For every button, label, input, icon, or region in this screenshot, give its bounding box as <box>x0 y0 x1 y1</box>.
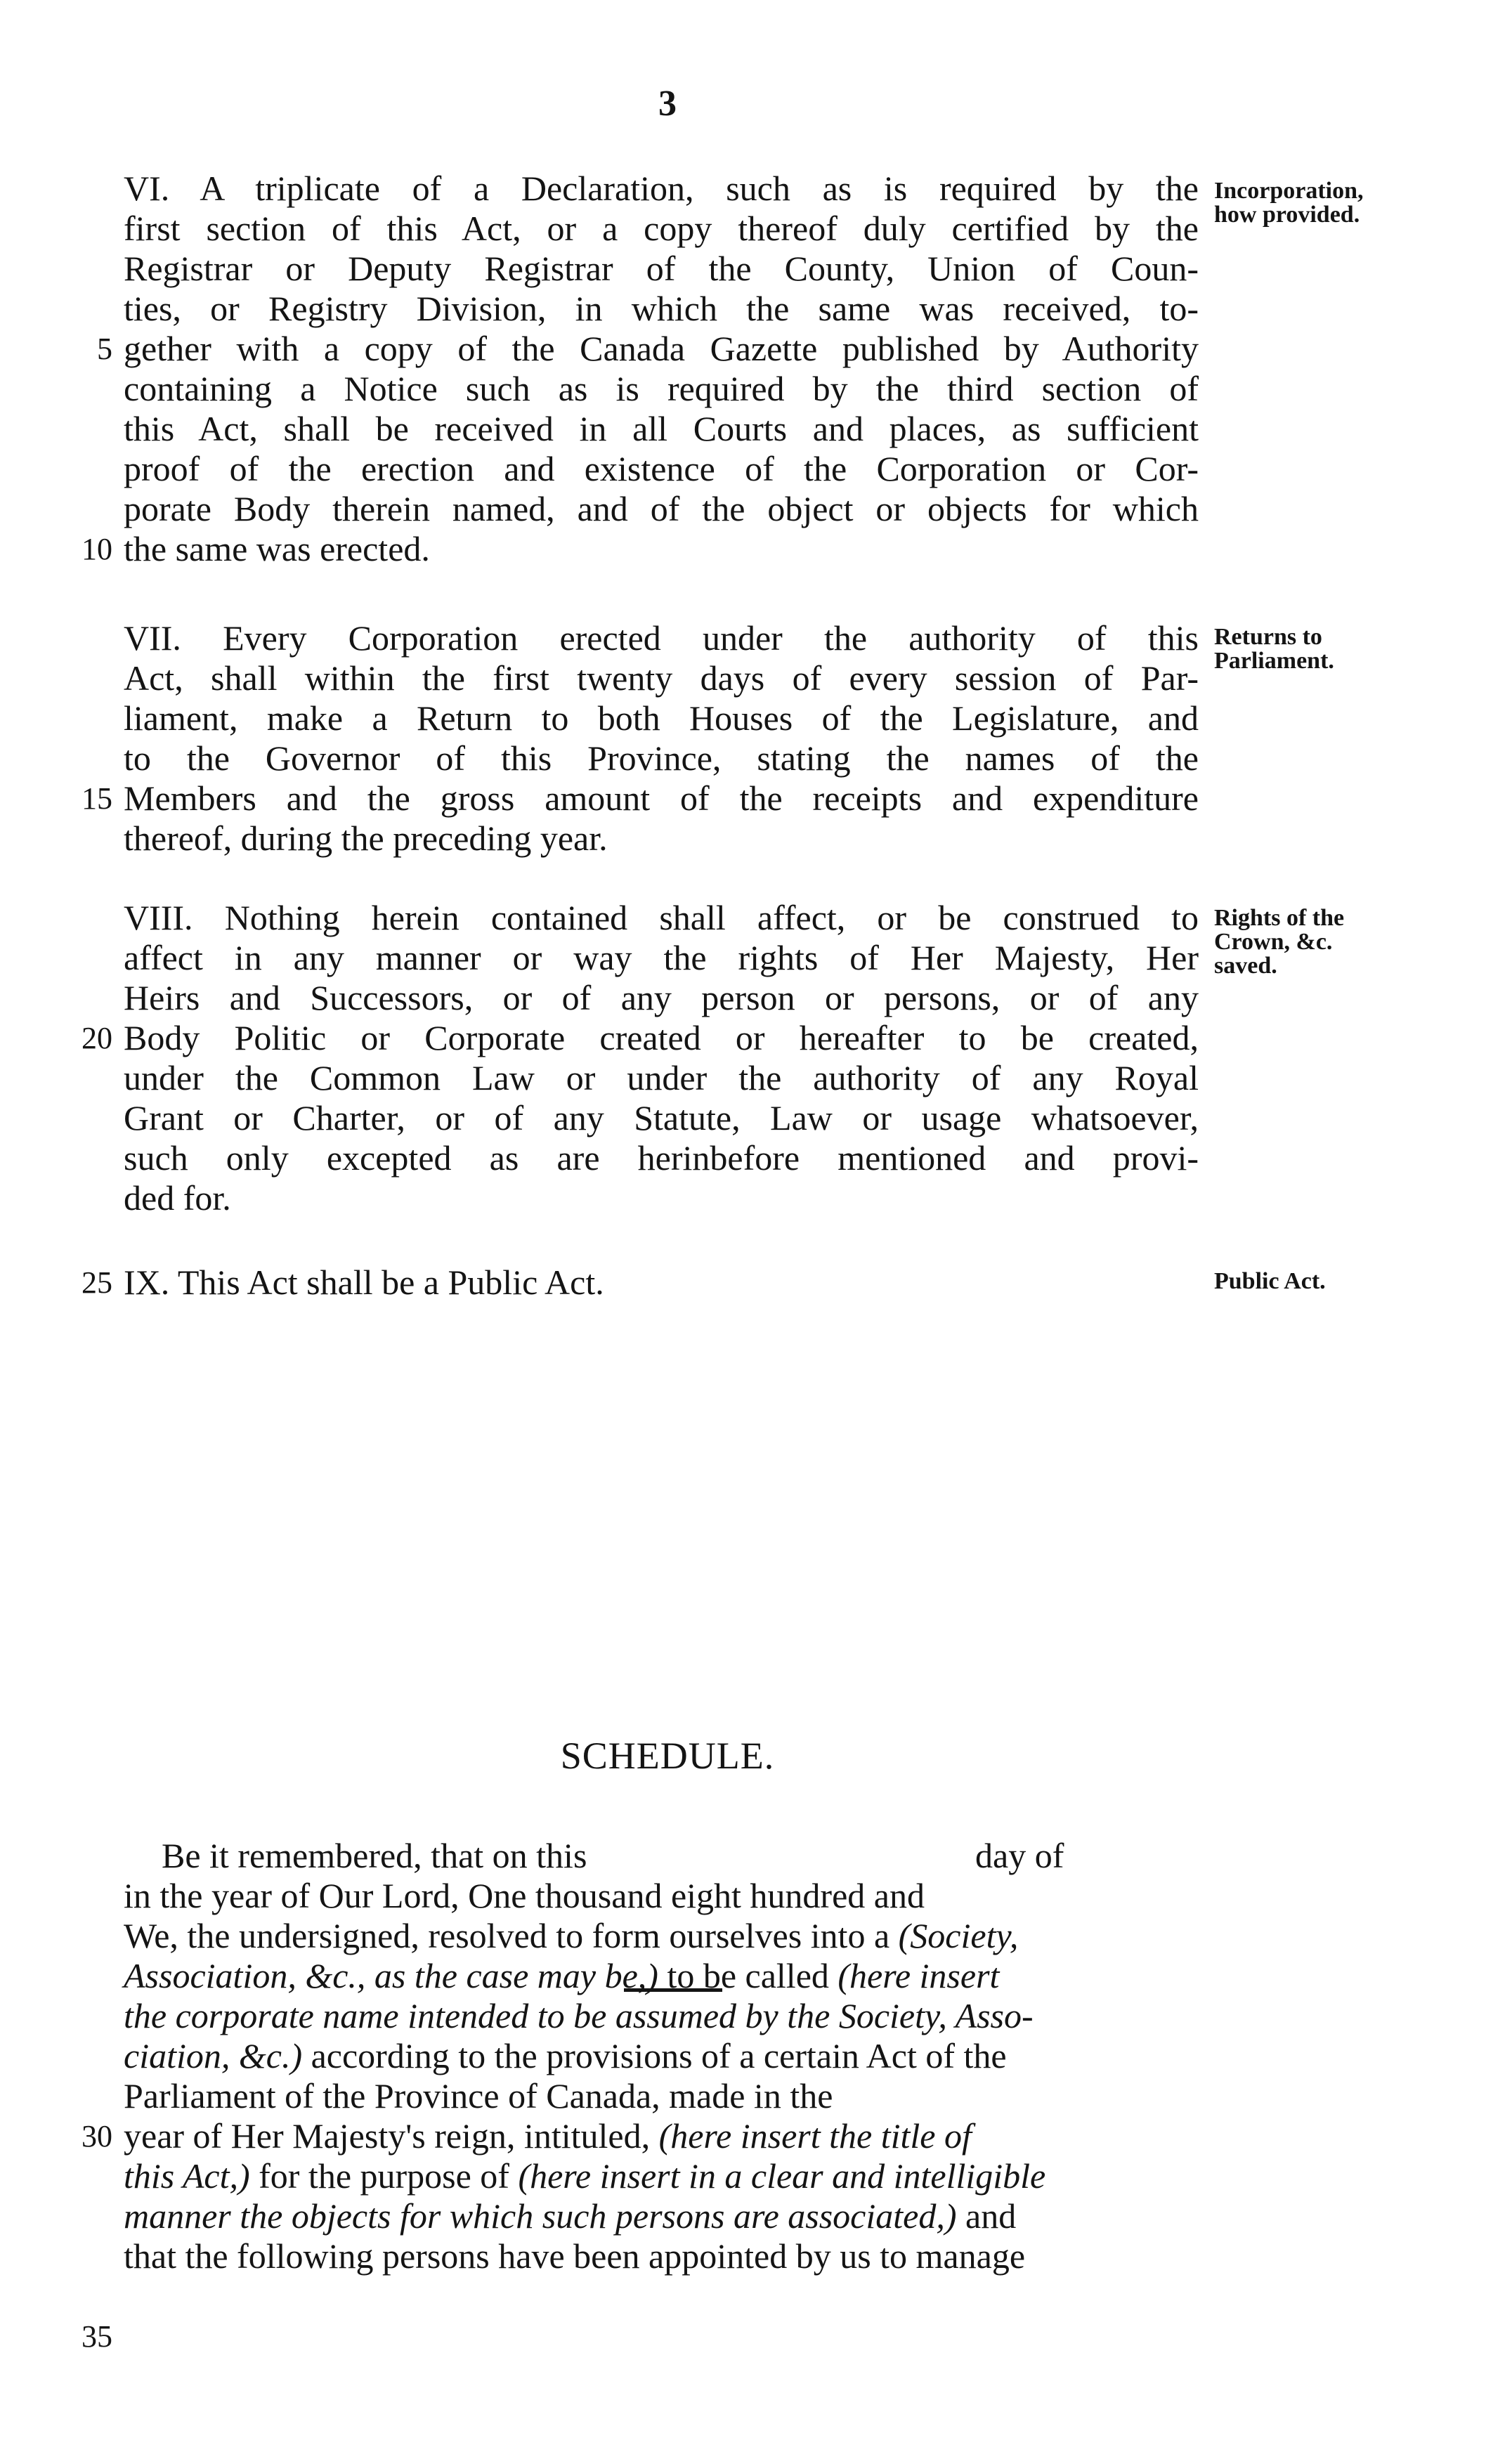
marginal-note-line: Incorporation, <box>1214 178 1364 204</box>
text-line: this Act, shall be received in all Courts and places, as sufficient <box>124 409 1199 448</box>
text-line: porate Body therein named, and of the object or objects for which <box>124 489 1199 528</box>
schedule-italic-text: manner the objects for which such persons are associated,) <box>124 2196 957 2236</box>
schedule-text: to be called <box>658 1956 838 1995</box>
schedule-line <box>124 2116 1199 2156</box>
text-line: under the Common Law or under the authority of any Royal <box>124 1058 1199 1097</box>
text-line: containing a Notice such as is required by the third section of <box>124 369 1199 408</box>
text-line: Heirs and Successors, or of any person or persons, or of any <box>124 978 1199 1017</box>
text-line: liament, make a Return to both Houses of the Legislature, and <box>124 698 1199 738</box>
schedule-italic-text: ciation, &c.) <box>124 2036 303 2075</box>
line-number: 20 <box>82 1021 112 1055</box>
schedule-text: that the following persons have been appointed by us to manage <box>124 2236 1026 2276</box>
text-line: Grant or Charter, or of any Statute, Law or usage whatsoever, <box>124 1098 1199 1137</box>
schedule-italic-text: (Society, <box>898 1916 1019 1955</box>
schedule-line <box>124 1996 1199 2036</box>
schedule-title: SCHEDULE. <box>560 1735 775 1777</box>
text-line: VI. A triplicate of a Declaration, such as is required by the <box>124 169 1199 208</box>
schedule-text: day of <box>975 1836 1064 1875</box>
schedule-text: Parliament of the Province of Canada, made in the <box>124 2076 833 2115</box>
schedule-text: We, the undersigned, resolved to form ourselves into a <box>124 1916 899 1955</box>
text-line: Act, shall within the first twenty days of every session of Par- <box>124 658 1199 698</box>
marginal-note-line: Parliament. <box>1214 648 1334 674</box>
schedule-line <box>124 2156 1199 2196</box>
line-number: 5 <box>97 332 112 366</box>
marginal-note-public-act: Public Act. <box>1214 1268 1326 1294</box>
schedule-text: for the purpose of <box>249 2156 519 2196</box>
page-number: 3 <box>658 84 677 124</box>
text-line: proof of the erection and existence of the Corporation or Cor- <box>124 449 1199 488</box>
schedule-line <box>124 2236 1199 2276</box>
marginal-note-rights <box>1214 906 1453 978</box>
schedule-line <box>124 1876 1199 1916</box>
text-line: ded for. <box>124 1178 231 1218</box>
schedule-line <box>124 1956 1199 1996</box>
schedule-italic-text: (here insert the title of <box>658 2116 972 2156</box>
schedule-text: Be it remembered, that on this <box>162 1836 587 1875</box>
text-line: Members and the gross amount of the receipts and expenditure <box>124 778 1199 818</box>
schedule-text: according to the provisions of a certain Act of the <box>302 2036 1007 2075</box>
text-line: affect in any manner or way the rights of Her Majesty, Her <box>124 938 1199 977</box>
schedule-italic-text: (here insert <box>838 1956 1000 1995</box>
schedule-text: and <box>956 2196 1017 2236</box>
schedule-line <box>124 1916 1199 1956</box>
marginal-note-line: Crown, &c. <box>1214 929 1333 955</box>
text-line: Registrar or Deputy Registrar of the County, Union of Coun- <box>124 249 1199 288</box>
line-number: 10 <box>82 532 112 566</box>
schedule-line <box>975 1836 1186 1876</box>
line-number: 25 <box>82 1265 112 1300</box>
schedule-line <box>124 2196 1199 2236</box>
marginal-note-line: Returns to <box>1214 624 1322 650</box>
text-line: VIII. Nothing herein contained shall affect, or be construed to <box>124 898 1199 937</box>
text-line: to the Governor of this Province, stating the names of the <box>124 738 1199 778</box>
marginal-note-incorporation <box>1214 179 1453 227</box>
schedule-text: year of Her Majesty's reign, intituled, <box>124 2116 659 2156</box>
schedule-italic-text: Association, &c., as the case may be,) <box>124 1956 658 1995</box>
schedule-italic-text: the corporate name intended to be assumed by the Society, Asso- <box>124 1996 1034 2035</box>
text-line: first section of this Act, or a copy thereof duly certified by the <box>124 209 1199 248</box>
text-line: VII. Every Corporation erected under the authority of this <box>124 618 1199 658</box>
marginal-note-line: Rights of the <box>1214 905 1345 931</box>
line-number: 30 <box>82 2119 112 2153</box>
schedule-text: in the year of Our Lord, One thousand eight hundred and <box>124 1876 925 1915</box>
text-line: Body Politic or Corporate created or hereafter to be created, <box>124 1018 1199 1057</box>
schedule-line <box>124 2076 1199 2116</box>
text-line: thereof, during the preceding year. <box>124 819 608 858</box>
text-line: such only excepted as are herinbefore mentioned and provi- <box>124 1138 1199 1178</box>
text-line: gether with a copy of the Canada Gazette published by Authority <box>124 329 1199 368</box>
line-number: 35 <box>82 2319 112 2354</box>
marginal-note-returns <box>1214 625 1453 673</box>
schedule-italic-text: (here insert in a clear and intelligible <box>518 2156 1046 2196</box>
text-line: IX. This Act shall be a Public Act. <box>124 1263 604 1302</box>
marginal-note-line: how provided. <box>1214 202 1360 228</box>
text-line: the same was erected. <box>124 529 430 568</box>
schedule-italic-text: this Act,) <box>124 2156 250 2196</box>
text-line: ties, or Registry Division, in which the same was received, to- <box>124 289 1199 328</box>
schedule-line <box>124 2036 1199 2076</box>
line-number: 15 <box>82 781 112 816</box>
marginal-note-line: saved. <box>1214 953 1277 979</box>
